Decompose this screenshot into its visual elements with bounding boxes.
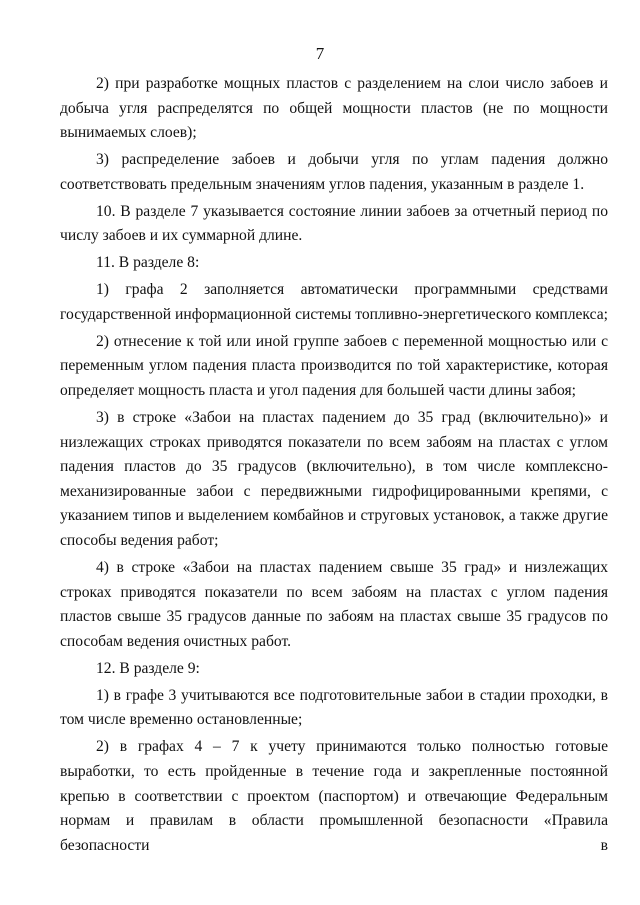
paragraph-variable-thickness: 2) отнесение к той или иной группе забоев с переменной мощностью или с переменным углом падения пласта производится по той характеристике, которая определяет мощность пласта и угол падения для большей части длины забоя;	[60, 332, 608, 400]
paragraph-columns-4-7: 2) в графах 4 – 7 к учету принимаются только полностью готовые выработки, то есть пройденные в течение года и закрепленные постоянной крепью в соответствии с проектом (паспортом) и отвечающие Федеральным нормам и правилам в области промышленной безопасности «Правила безопасности в	[60, 738, 608, 854]
paragraph-section-7: 10. В разделе 7 указывается состояние линии забоев за отчетный период по числу забоев и их суммарной длине.	[60, 202, 608, 245]
page-number: 7	[315, 44, 325, 63]
paragraph-column-2: 1) графа 2 заполняется автоматически программными средствами государственной информационной системы топливно-энергетического комплекса;	[60, 281, 608, 323]
paragraph-angle-distribution: 3) распределение забоев и добычи угля по углам падения должно соответствовать предельным значениям углов падения, указанным в разделе 1.	[60, 151, 608, 193]
paragraph-section-9-heading: 12. В разделе 9:	[96, 659, 200, 677]
paragraph-up-to-35-degrees: 3) в строке «Забои на пластах падением до 35 град (включительно)» и низлежащих строках приводятся показатели по всем забоям на пластах с углом падения пластов до 35 градусов (включительно), в том числе комплексно-механизированные забои с передвижными гидрофицированными крепями, с указанием типов и выделением комбайнов и струговых установок, а также другие способы ведения работ;	[60, 409, 608, 550]
paragraph-section-8-heading: 11. В разделе 8:	[96, 254, 200, 272]
paragraph-over-35-degrees: 4) в строке «Забои на пластах падением свыше 35 град» и низлежащих строках приводятся показатели по всем забоям на пластах с углом падения пластов свыше 35 градусов данные по забоям на пластах свыше 35 градусов по способам ведения очистных работ.	[60, 559, 608, 650]
paragraph-layers-distribution: 2) при разработке мощных пластов с разделением на слои число забоев и добыча угля распределятся по общей мощности пластов (не по мощности вынимаемых слоев);	[60, 75, 608, 142]
paragraph-column-3: 1) в графе 3 учитываются все подготовительные забои в стадии проходки, в том числе временно остановленные;	[60, 686, 608, 729]
document-body	[60, 72, 608, 861]
